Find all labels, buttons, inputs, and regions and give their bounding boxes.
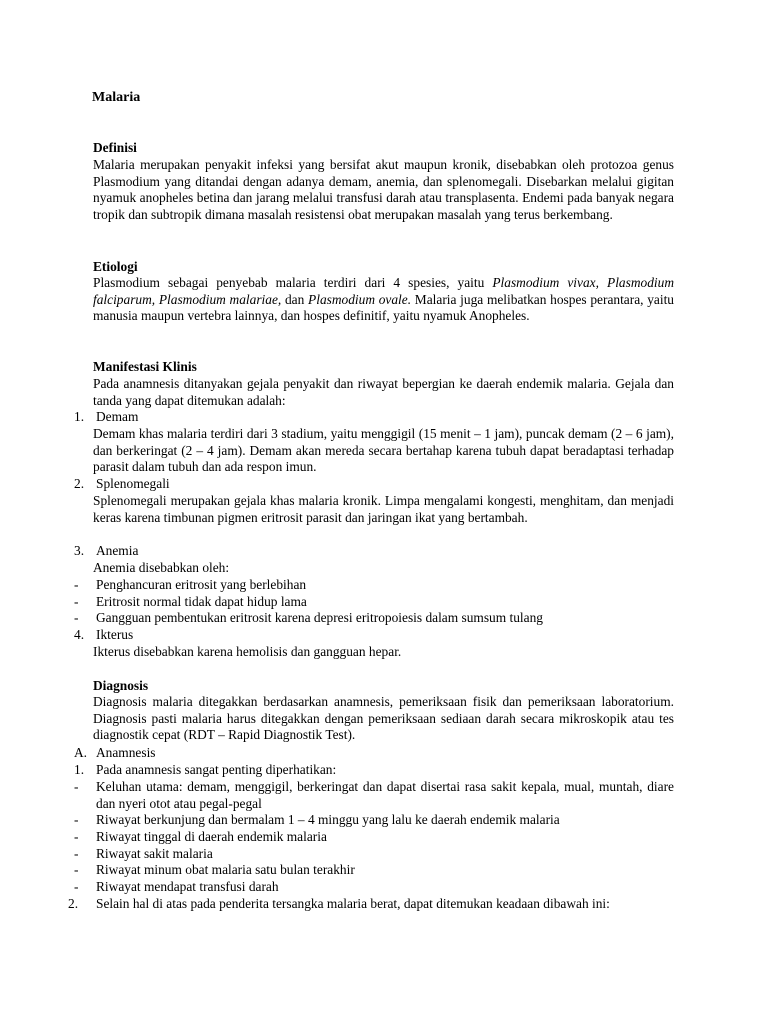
species-malariae: Plasmodium malariae,: [158, 291, 282, 307]
heading-diagnosis: Diagnosis: [93, 678, 149, 693]
diagnosis-intro: Diagnosis malaria ditegakkan berdasarkan anamnesis, pemeriksaan fisik dan pemeriksaan laboratorium. Diagnosis pasti malaria harus ditegakkan dengan pemeriksaan sediaan darah secara mikroskopik atau tes diagnostik cepat (RDT – Rapid Diagnostik Test).: [93, 694, 674, 743]
list-item: - Riwayat minum obat malaria satu bulan terakhir: [74, 862, 355, 877]
list-item: - Riwayat berkunjung dan bermalam 1 – 4 minggu yang lalu ke daerah endemik malaria: [74, 812, 560, 827]
list-item: - Keluhan utama: demam, menggigil, berkeringat dan dapat disertai rasa sakit kepala, mual, muntah, diare dan nyeri otot atau pegal-pegal: [74, 779, 674, 811]
list-item: - Eritrosit normal tidak dapat hidup lama: [74, 594, 307, 609]
list-item: - Riwayat sakit malaria: [74, 846, 213, 861]
species-falciparum: Plasmodium falciparum,: [93, 275, 674, 307]
heading-definisi: Definisi: [93, 140, 137, 155]
splenomegali-paragraph: Splenomegali merupakan gejala khas malaria kronik. Limpa mengalami kongesti, menghitam, dan menjadi keras karena timbunan pigmen eritrosit parasit dan jaringan ikat yang bertambah.: [93, 493, 674, 525]
heading-manifestasi-klinis: Manifestasi Klinis: [93, 359, 197, 374]
list-item-anamnesis-1: 1. Pada anamnesis sangat penting diperhatikan:: [74, 762, 337, 777]
etiologi-text-2: Malaria juga melibatkan hospes perantara, yaitu manusia maupun vertebra lainnya, dan hospes definitif, yaitu nyamuk Anopheles.: [93, 291, 675, 324]
heading-etiologi: Etiologi: [93, 259, 138, 274]
ikterus-paragraph: Ikterus disebabkan karena hemolisis dan gangguan hepar.: [93, 644, 402, 659]
list-item: - Penghancuran eritrosit yang berlebihan: [74, 577, 307, 592]
section-anamnesis: A. Anamnesis: [74, 745, 156, 760]
list-item-anemia: 3. Anemia: [74, 543, 139, 558]
etiologi-paragraph: Plasmodium sebagai penyebab malaria terdiri dari 4 spesies, yaitu Plasmodium vivax, Plasmodium falciparum, Plasmodium malariae, dan Plasmodium ovale. Malaria juga melibatkan hospes perantara, yaitu manusia maupun vertebra lainnya, dan hospes definitif, yaitu nyamuk Anopheles.: [93, 275, 675, 324]
list-item: - Riwayat mendapat transfusi darah: [74, 879, 279, 894]
list-item-demam: 1. Demam: [74, 409, 139, 424]
etiologi-text-1: Plasmodium sebagai penyebab malaria terdiri dari 4 spesies, yaitu: [93, 275, 493, 290]
species-vivax: Plasmodium vivax,: [492, 275, 599, 290]
list-item-ikterus: 4. Ikterus: [74, 627, 134, 642]
list-item-splenomegali: 2. Splenomegali: [74, 476, 170, 491]
document-title: Malaria: [92, 90, 141, 105]
list-item: - Gangguan pembentukan eritrosit karena depresi eritropoiesis dalam sumsum tulang: [74, 610, 543, 625]
list-item-anamnesis-2: 2. Selain hal di atas pada penderita tersangka malaria berat, dapat ditemukan keadaan dibawah ini:: [68, 896, 610, 911]
anemia-paragraph: Anemia disebabkan oleh:: [93, 560, 230, 575]
list-item: - Riwayat tinggal di daerah endemik malaria: [74, 829, 327, 844]
species-ovale: Plasmodium ovale.: [308, 291, 412, 307]
demam-paragraph: Demam khas malaria terdiri dari 3 stadium, yaitu menggigil (15 menit – 1 jam), puncak demam (2 – 6 jam), dan berkeringat (2 – 4 jam). Demam akan mereda secara bertahap karena tubuh dapat beradaptasi terhadap parasit dalam tubuh dan ada respon imun.: [93, 426, 674, 475]
manifestasi-intro: Pada anamnesis ditanyakan gejala penyakit dan riwayat bepergian ke daerah endemik malaria. Gejala dan tanda yang dapat ditemukan adalah:: [93, 376, 674, 408]
definisi-paragraph: Malaria merupakan penyakit infeksi yang bersifat akut maupun kronik, disebabkan oleh protozoa genus Plasmodium yang ditandai dengan adanya demam, anemia, dan splenomegali. Disebarkan melalui gigitan nyamuk anopheles betina dan jarang melalui transfusi darah atau transplasenta. Endemi pada banyak negara tropik dan subtropik dimana masalah resistensi obat merupakan masalah yang terus berkembang.: [93, 157, 674, 223]
